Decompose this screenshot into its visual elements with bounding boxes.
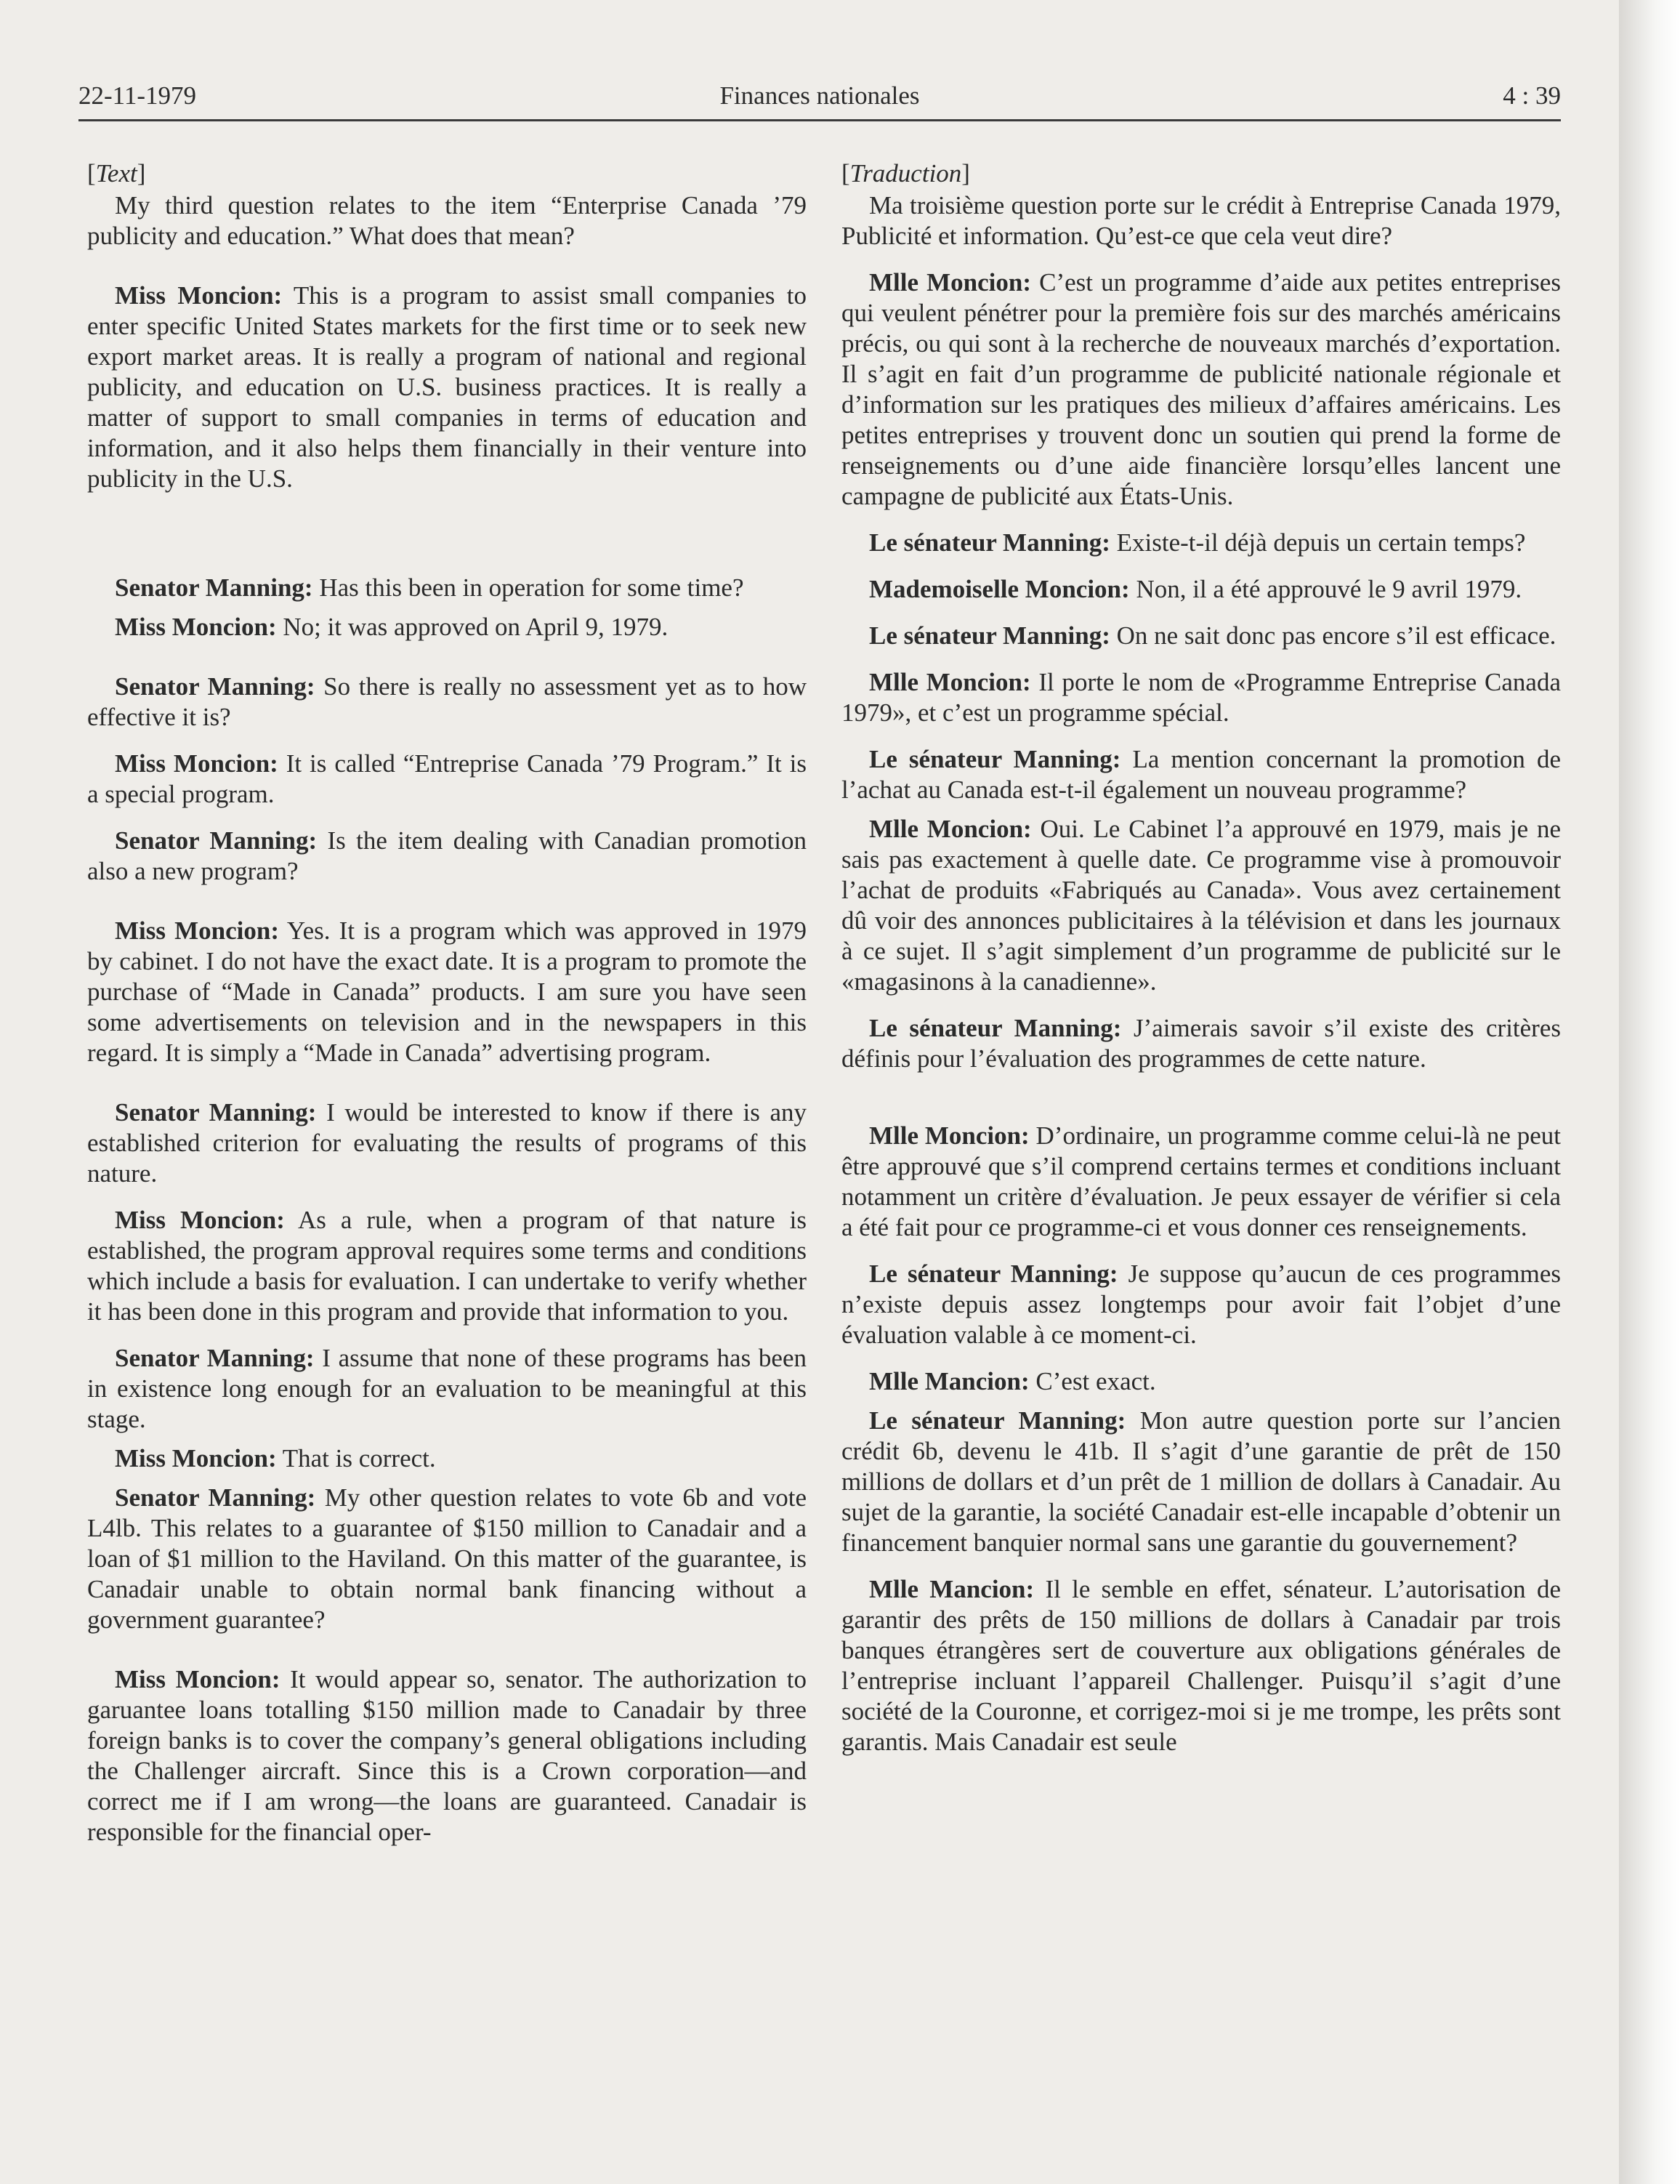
paragraph: Miss Moncion: This is a program to assist small companies to enter specific United States markets for the first time or to seek new export market areas. It is really a program of national and regional publicity, and education on U.S. business practices. It is really a matter of support to small companies in terms of education and information, and it also helps them financially in their venture into publicity in the U.S. xyxy=(87,281,807,493)
paragraph: Miss Moncion: Yes. It is a program which was approved in 1979 by cabinet. I do not have the exact date. It is a program to promote the purchase of “Made in Canada” products. I am sure you have seen some advertisements on television and in the newspapers in this regard. It is simply a “Made in Canada” advertising program. xyxy=(87,916,807,1067)
paragraph: Miss Moncion: As a rule, when a program of that nature is established, the program approval requires some terms and conditions which include a basis for evaluation. I can undertake to verify whether it has been done in this program and provide that information to you. xyxy=(87,1206,807,1326)
paragraph: Mlle Moncion: Il porte le nom de «Programme Entreprise Canada 1979», et c’est un programme spécial. xyxy=(841,668,1561,727)
header-title: Finances nationales xyxy=(719,81,920,110)
paragraph: Miss Moncion: It is called “Entreprise Canada ’79 Program.” It is a special program. xyxy=(87,749,807,808)
paragraph: Mademoiselle Moncion: Non, il a été approuvé le 9 avril 1979. xyxy=(869,575,1522,603)
paragraph: Senator Manning: Has this been in operation for some time? xyxy=(115,573,744,602)
paragraph: Miss Moncion: That is correct. xyxy=(115,1444,436,1472)
page-edge-shadow xyxy=(1619,0,1680,2184)
paragraph: Le sénateur Manning: Mon autre question porte sur l’ancien crédit 6b, devenu le 41b. Il s’agit d’une garantie de prêt de 150 millions de dollars et d’un prêt de 1 million de dollars à Canadair. Au sujet de la garantie, la société Canadair est-elle incapable d’obtenir un financement banquier normal sans une garantie du gouvernement? xyxy=(841,1406,1561,1557)
page-header xyxy=(78,81,1561,119)
paragraph: Senator Manning: So there is really no assessment yet as to how effective it is? xyxy=(87,672,807,731)
header-date: 22-11-1979 xyxy=(78,81,197,110)
language-tag: [Traduction] xyxy=(841,159,970,188)
paragraph: Miss Moncion: No; it was approved on April 9, 1979. xyxy=(115,613,669,641)
language-tag: [Text] xyxy=(87,159,146,188)
english-column xyxy=(87,158,807,1847)
paragraph: Ma troisième question porte sur le crédit à Entreprise Canada 1979, Publicité et information. Qu’est-ce que cela veut dire? xyxy=(841,191,1561,250)
paragraph: Senator Manning: I assume that none of these programs has been in existence long enough for an evaluation to be meaningful at this stage. xyxy=(87,1344,807,1433)
paragraph: Le sénateur Manning: On ne sait donc pas encore s’il est efficace. xyxy=(869,621,1556,650)
paragraph: Mlle Moncion: D’ordinaire, un programme comme celui-là ne peut être approuvé que s’il comprend certains termes et conditions incluant notamment un critère d’évaluation. Je peux essayer de vérifier si cela a été fait pour ce programme-ci et vous donner ces renseignements. xyxy=(841,1121,1561,1241)
paragraph: Mlle Moncion: C’est un programme d’aide aux petites entreprises qui veulent pénétrer pour la première fois sur des marchés américains précis, ou qui sont à la recherche de nouveaux marchés d’exportation. Il s’agit en fait d’un programme de publicité nationale régionale et d’information sur les pratiques des milieux d’affaires américains. Les petites entreprises y trouvent donc un soutien qui prend la forme de renseignements ou d’une aide financière lorsqu’elles lancent une campagne de publicité aux États-Unis. xyxy=(841,268,1561,510)
paragraph: Mlle Mancion: C’est exact. xyxy=(869,1367,1156,1395)
paragraph: Mlle Mancion: Il le semble en effet, sénateur. L’autorisation de garantir des prêts de 150 millions de dollars à Canadair par trois banques étrangères sert de couverture aux obligations générales de l’entreprise incluant l’appareil Challenger. Puisqu’il s’agit d’une société de la Couronne, et corrigez-moi si je me trompe, les prêts sont garantis. Mais Canadair est seule xyxy=(841,1575,1561,1756)
paragraph: Le sénateur Manning: La mention concernant la promotion de l’achat au Canada est-t-il également un nouveau programme? xyxy=(841,745,1561,804)
paragraph: Senator Manning: Is the item dealing with Canadian promotion also a new program? xyxy=(87,826,807,885)
header-rule xyxy=(78,119,1561,121)
header-page-number: 4 : 39 xyxy=(1503,81,1561,110)
paragraph: Miss Moncion: It would appear so, senator. The authorization to garuantee loans totalling $150 million made to Canadair by three foreign banks is to cover the company’s general obligations including the Challenger aircraft. Since this is a Crown corporation—and correct me if I am wrong—the loans are guaranteed. Canadair is responsible for the financial oper- xyxy=(87,1665,807,1846)
paragraph: Le sénateur Manning: J’aimerais savoir s’il existe des critères définis pour l’évaluation des programmes de cette nature. xyxy=(841,1014,1561,1073)
paragraph: Le sénateur Manning: Je suppose qu’aucun de ces programmes n’existe depuis assez longtemps pour avoir fait l’objet d’une évaluation valable à ce moment-ci. xyxy=(841,1260,1561,1349)
paragraph: Senator Manning: I would be interested to know if there is any established criterion for evaluating the results of programs of this nature. xyxy=(87,1098,807,1188)
paragraph: My third question relates to the item “Enterprise Canada ’79 publicity and education.” What does that mean? xyxy=(87,191,807,250)
paragraph: Mlle Moncion: Oui. Le Cabinet l’a approuvé en 1979, mais je ne sais pas exactement à quelle date. Ce programme vise à promouvoir l’achat de produits «Fabriqués au Canada». Vous avez certainement dû voir des annonces publicitaires à la télévision et dans les journaux à ce sujet. Il s’agit simplement d’un programme de publicité sur le «magasinons à la canadienne». xyxy=(841,815,1561,996)
french-column xyxy=(841,158,1561,1757)
paragraph: Le sénateur Manning: Existe-t-il déjà depuis un certain temps? xyxy=(869,528,1526,557)
paragraph: Senator Manning: My other question relates to vote 6b and vote L4lb. This relates to a guarantee of $150 million to Canadair and a loan of $1 million to the Haviland. On this matter of the guarantee, is Canadair unable to obtain normal bank financing without a government guarantee? xyxy=(87,1483,807,1634)
